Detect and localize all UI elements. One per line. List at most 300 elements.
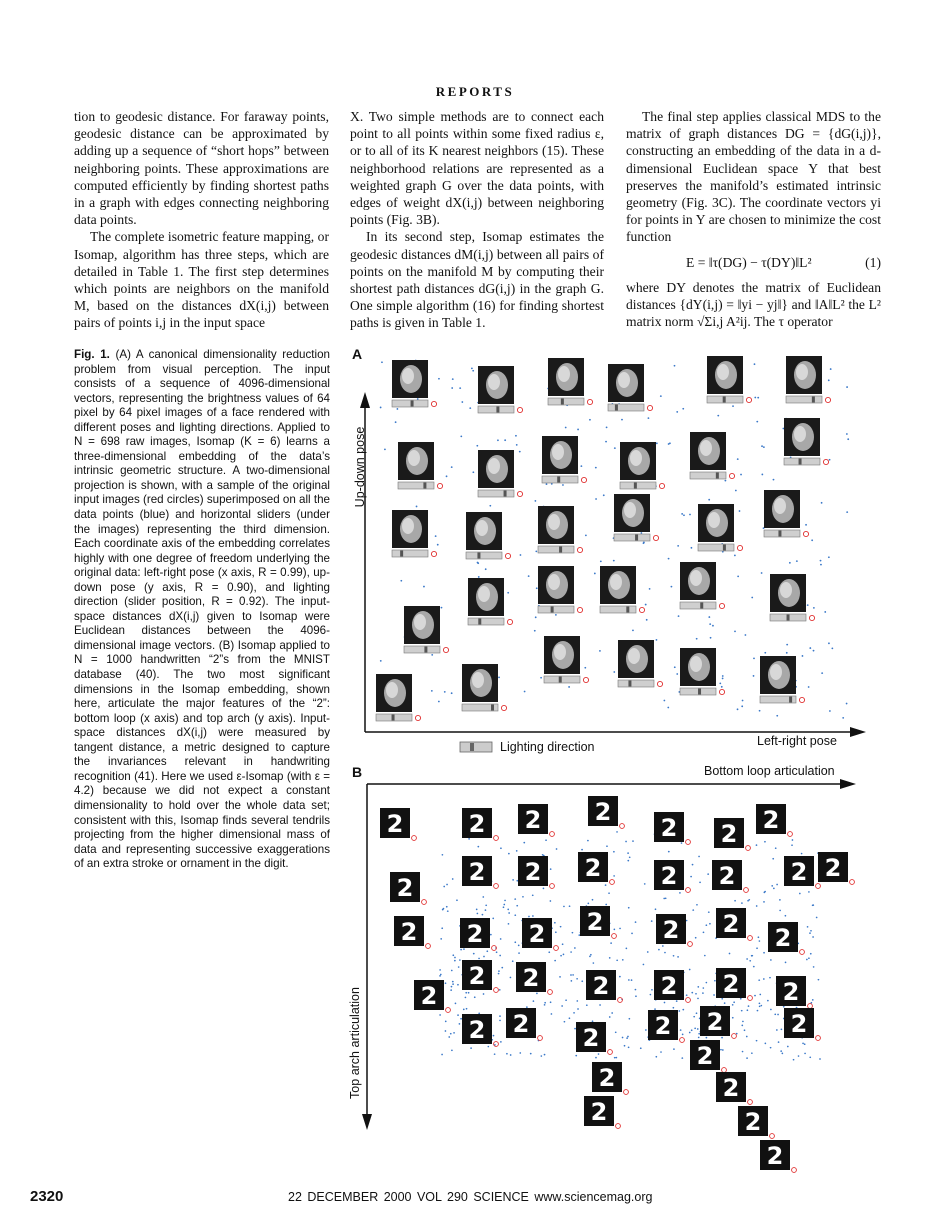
data-point <box>487 1046 489 1048</box>
data-point <box>812 999 814 1001</box>
data-point <box>476 909 478 911</box>
data-point <box>564 1021 566 1023</box>
data-point <box>540 1055 542 1057</box>
data-point <box>756 905 758 907</box>
arrow-right-icon <box>840 779 856 789</box>
data-point <box>445 1030 447 1032</box>
data-point <box>423 586 425 588</box>
data-point <box>593 962 595 964</box>
data-point <box>606 426 608 428</box>
data-point <box>786 652 788 654</box>
data-point <box>595 498 597 500</box>
data-point <box>514 898 516 900</box>
data-point <box>516 880 518 882</box>
data-point <box>691 1029 693 1031</box>
data-point <box>587 903 589 905</box>
data-point <box>802 655 804 657</box>
digit-thumbnail <box>700 1006 736 1038</box>
data-point <box>565 427 567 429</box>
data-point <box>518 945 520 947</box>
data-point <box>609 957 611 959</box>
scatter-points-b <box>439 831 821 1060</box>
data-point <box>439 969 441 971</box>
data-point <box>740 474 742 476</box>
digit-thumbnail <box>756 804 792 836</box>
data-point <box>499 1015 501 1017</box>
data-point <box>683 514 685 516</box>
data-point <box>770 1047 772 1049</box>
data-point <box>673 955 675 957</box>
data-point <box>813 966 815 968</box>
face-thumbnail <box>760 656 805 703</box>
data-point <box>443 908 445 910</box>
data-point <box>534 630 536 632</box>
data-point <box>548 951 550 953</box>
data-point <box>516 850 518 852</box>
data-point <box>576 1000 578 1002</box>
data-point <box>741 705 743 707</box>
face-thumbnail <box>680 648 725 695</box>
data-point <box>667 707 669 709</box>
arrow-right-icon <box>850 727 866 737</box>
data-point <box>590 954 592 956</box>
data-point <box>478 1012 480 1014</box>
data-point <box>807 604 809 606</box>
data-point <box>469 407 471 409</box>
data-point <box>695 937 697 939</box>
data-point <box>812 936 814 938</box>
data-point <box>551 1013 553 1015</box>
data-point <box>463 1009 465 1011</box>
data-point <box>692 864 694 866</box>
svg-text:2: 2 <box>468 810 486 838</box>
face-thumbnail <box>392 510 437 557</box>
svg-text:2: 2 <box>466 920 484 948</box>
data-point <box>635 921 637 923</box>
data-point <box>530 1053 532 1055</box>
data-point <box>669 442 671 444</box>
data-point <box>570 951 572 953</box>
data-point <box>626 948 628 950</box>
data-point <box>441 927 443 929</box>
data-point <box>821 672 823 674</box>
data-point <box>477 562 479 564</box>
data-point <box>556 848 558 850</box>
digit-thumbnail <box>592 1062 628 1094</box>
data-point <box>802 1042 804 1044</box>
data-point <box>627 852 629 854</box>
data-point <box>554 922 556 924</box>
digit-thumbnail <box>584 1096 620 1128</box>
data-point <box>503 904 505 906</box>
digit-thumbnail <box>690 1040 726 1072</box>
face-thumbnail <box>468 578 513 625</box>
data-point <box>722 1049 724 1051</box>
data-point <box>562 484 564 486</box>
data-point <box>829 459 831 461</box>
data-point <box>543 888 545 890</box>
data-point <box>592 1020 594 1022</box>
data-point <box>668 851 670 853</box>
data-point <box>586 1004 588 1006</box>
data-point <box>721 998 723 1000</box>
digit-thumbnail <box>462 960 498 992</box>
face-thumbnail <box>784 418 829 465</box>
digit-thumbnail <box>516 962 552 994</box>
digit-thumbnail <box>654 970 690 1002</box>
data-point <box>512 879 514 881</box>
data-point <box>535 550 537 552</box>
data-point <box>584 667 586 669</box>
caption-text: (A) A canonical dimensionality reduction problem from visual perception. The input consists of a sequence of 4096-dimensional vectors, representing the brightness values of 64 pixel by 64 pixel images of a face rendered with different poses and lighting directions. Applied to N = 698 raw images, Isomap (K = 6) learns a three-dimensional embedding of the data’s intrinsic geometric structure. A two-dimensional projection is shown, with a sample of the original input images (red circles) superimposed on all the data points (blue) and horizontal sliders (under the images) representing the third dimension. Each coordinate axis of the embedding correlates highly with one degree of freedom underlying the original data: left-right pose (x axis, R = 0.99), up-down pose (y axis, R = 0.90), and lighting direction (slider position, R = 0.92). The input-space distances dX(i,j) given to Isomap were Euclidean distances between the 4096-dimensional image vectors. (B) Isomap applied to N = 1000 handwritten “2”s from the MNIST database (40). The two most significant dimensions in the Isomap embedding, shown here, articulate the major features of the “2”: bottom loop (x axis) and top arch (y axis). Input-space distances dX(i,j) were measured by tangent distance, a metric designed to capture the invariances relevant in handwriting recognition (41). Here we used ε-Isomap (with ε = 4.2) because we did not expect a constant dimensionality to hold over the whole data set; consistent with this, Isomap finds several tendrils projecting from the higher dimensional mass of data and representing successive exaggerations of an extra stroke or ornament in the digit. <box>74 348 330 871</box>
data-point <box>682 1034 684 1036</box>
data-point <box>786 644 788 646</box>
data-point <box>650 994 652 996</box>
data-point <box>489 505 491 507</box>
data-point <box>482 914 484 916</box>
data-point <box>631 979 633 981</box>
data-point <box>760 1005 762 1007</box>
data-point <box>454 960 456 962</box>
data-point <box>466 1008 468 1010</box>
data-point <box>516 444 518 446</box>
data-point <box>635 989 637 991</box>
face-thumbnail <box>770 574 815 621</box>
data-point <box>824 611 826 613</box>
svg-text:2: 2 <box>654 1012 672 1040</box>
data-point <box>540 677 542 679</box>
data-point <box>384 448 386 450</box>
data-point <box>721 686 723 688</box>
data-point <box>448 1036 450 1038</box>
data-point <box>594 573 596 575</box>
data-point <box>514 914 516 916</box>
data-point <box>722 678 724 680</box>
data-point <box>831 647 833 649</box>
svg-text:2: 2 <box>590 1098 608 1126</box>
digit-thumbnail <box>784 856 820 888</box>
data-point <box>452 983 454 985</box>
digit-thumbnail <box>656 914 692 946</box>
data-point <box>763 952 765 954</box>
data-point <box>742 1021 744 1023</box>
digit-thumbnail <box>716 1072 752 1104</box>
data-point <box>691 992 693 994</box>
data-point <box>742 1051 744 1053</box>
data-point <box>846 703 848 705</box>
data-point <box>756 1040 758 1042</box>
data-point <box>759 994 761 996</box>
data-point <box>644 883 646 885</box>
data-point <box>770 959 772 961</box>
data-point <box>746 1036 748 1038</box>
data-point <box>773 888 775 890</box>
svg-text:2: 2 <box>660 862 678 890</box>
data-point <box>571 980 573 982</box>
data-point <box>631 933 633 935</box>
data-point <box>544 1054 546 1056</box>
data-point <box>624 1045 626 1047</box>
data-point <box>819 1058 821 1060</box>
data-point <box>565 999 567 1001</box>
data-point <box>740 998 742 1000</box>
data-point <box>471 368 473 370</box>
data-point <box>676 1000 678 1002</box>
data-point <box>477 846 479 848</box>
data-point <box>381 361 383 363</box>
data-point <box>648 417 650 419</box>
data-point <box>610 942 612 944</box>
data-point <box>763 978 765 980</box>
data-point <box>720 1049 722 1051</box>
data-point <box>651 989 653 991</box>
data-point <box>645 1029 647 1031</box>
face-thumbnail <box>614 494 659 541</box>
data-point <box>761 445 763 447</box>
page-number: 2320 <box>30 1188 64 1205</box>
svg-text:2: 2 <box>722 970 740 998</box>
data-point <box>812 904 814 906</box>
face-thumbnail <box>478 450 523 497</box>
data-point <box>437 544 439 546</box>
digit-thumbnail <box>648 1010 684 1042</box>
data-point <box>729 953 731 955</box>
data-point <box>499 1020 501 1022</box>
data-point <box>779 910 781 912</box>
data-point <box>574 1028 576 1030</box>
page-footer <box>0 1188 950 1208</box>
data-point <box>518 952 520 954</box>
data-point <box>813 650 815 652</box>
data-point <box>463 948 465 950</box>
data-point <box>440 938 442 940</box>
data-point <box>769 977 771 979</box>
data-point <box>674 365 676 367</box>
digit-thumbnail <box>580 906 616 938</box>
data-point <box>758 979 760 981</box>
data-point <box>598 1053 600 1055</box>
data-point <box>808 957 810 959</box>
data-point <box>706 1037 708 1039</box>
data-point <box>450 989 452 991</box>
data-point <box>756 947 758 949</box>
paragraph: X. Two simple methods are to connect each point to all points within some fixed radius ε, or to all of its K nearest neighbors (15). These neighborhood relations are represented as a weighted graph G over the data points, with edges of weight dX(i,j) between neighboring points (Fig. 3B). <box>350 109 604 228</box>
data-point <box>662 945 664 947</box>
data-point <box>697 1028 699 1030</box>
svg-text:2: 2 <box>400 918 418 946</box>
face-thumbnail <box>698 504 743 551</box>
data-point <box>508 912 510 914</box>
data-point <box>767 1000 769 1002</box>
data-point <box>615 1031 617 1033</box>
digit-thumbnail <box>394 916 430 948</box>
data-point <box>689 514 691 516</box>
data-point <box>626 1037 628 1039</box>
data-point <box>445 982 447 984</box>
data-point <box>674 666 676 668</box>
data-point <box>656 442 658 444</box>
data-point <box>522 896 524 898</box>
data-point <box>733 1001 735 1003</box>
data-point <box>619 976 621 978</box>
data-point <box>451 1049 453 1051</box>
data-point <box>709 623 711 625</box>
data-point <box>595 1057 597 1059</box>
data-point <box>643 964 645 966</box>
top-arch-label: Top arch articulation <box>348 987 362 1099</box>
data-point <box>568 686 570 688</box>
data-point <box>753 657 755 659</box>
data-point <box>447 910 449 912</box>
data-point <box>785 915 787 917</box>
data-point <box>395 421 397 423</box>
data-point <box>445 1021 447 1023</box>
data-point <box>846 511 848 513</box>
svg-text:2: 2 <box>524 858 542 886</box>
data-point <box>828 642 830 644</box>
data-point <box>746 1057 748 1059</box>
data-point <box>830 368 832 370</box>
data-point <box>808 891 810 893</box>
data-point <box>668 558 670 560</box>
data-point <box>544 1004 546 1006</box>
data-point <box>754 363 756 365</box>
data-point <box>757 397 759 399</box>
data-point <box>520 554 522 556</box>
data-point <box>486 950 488 952</box>
data-point <box>499 955 501 957</box>
data-point <box>507 909 509 911</box>
data-point <box>719 682 721 684</box>
face-thumbnail <box>608 364 653 411</box>
data-point <box>465 992 467 994</box>
data-point <box>628 907 630 909</box>
data-point <box>649 588 651 590</box>
digit-thumbnail <box>518 804 554 836</box>
data-point <box>679 892 681 894</box>
data-point <box>453 1032 455 1034</box>
data-point <box>696 638 698 640</box>
data-point <box>678 1010 680 1012</box>
data-point <box>739 510 741 512</box>
data-point <box>811 539 813 541</box>
data-point <box>734 900 736 902</box>
data-point <box>695 993 697 995</box>
data-point <box>563 906 565 908</box>
data-point <box>734 630 736 632</box>
data-point <box>742 700 744 702</box>
data-point <box>483 956 485 958</box>
data-point <box>431 654 433 656</box>
data-point <box>734 555 736 557</box>
data-point <box>546 483 548 485</box>
data-point <box>829 710 831 712</box>
svg-text:2: 2 <box>468 1016 486 1044</box>
data-point <box>451 986 453 988</box>
data-point <box>763 901 765 903</box>
data-point <box>482 896 484 898</box>
digit-thumbnail <box>714 818 750 850</box>
svg-text:2: 2 <box>584 854 602 882</box>
data-point <box>400 580 402 582</box>
data-point <box>458 966 460 968</box>
data-point <box>809 647 811 649</box>
data-point <box>640 532 642 534</box>
data-point <box>753 675 755 677</box>
data-point <box>759 1002 761 1004</box>
data-point <box>483 993 485 995</box>
data-point <box>494 1053 496 1055</box>
data-point <box>681 513 683 515</box>
data-point <box>569 1017 571 1019</box>
data-point <box>555 931 557 933</box>
data-point <box>500 847 502 849</box>
bottom-loop-label: Bottom loop articulation <box>704 764 835 778</box>
data-point <box>737 458 739 460</box>
data-point <box>560 926 562 928</box>
data-point <box>712 625 714 627</box>
data-point <box>550 1001 552 1003</box>
data-point <box>621 419 623 421</box>
data-point <box>533 1000 535 1002</box>
data-point <box>656 639 658 641</box>
data-point <box>751 955 753 957</box>
data-point <box>627 860 629 862</box>
data-point <box>660 395 662 397</box>
data-point <box>706 982 708 984</box>
data-point <box>459 387 461 389</box>
data-point <box>523 842 525 844</box>
paragraph: The complete isometric feature mapping, or Isomap, algorithm has three steps, which are detailed in Table 1. The first step determines which points are neighbors on the manifold M, based on the distances dX(i,j) between pairs of points i,j in the input space <box>74 229 329 331</box>
paragraph: In its second step, Isomap estimates the geodesic distances dM(i,j) between all pairs of points on the manifold M by computing their shortest path distances dG(i,j) in the graph G. One simple algorithm (16) for finding shortest paths is given in Table 1. <box>350 229 604 331</box>
data-point <box>792 839 794 841</box>
face-thumbnails <box>376 356 831 721</box>
data-point <box>452 954 454 956</box>
data-point <box>510 977 512 979</box>
data-point <box>703 931 705 933</box>
face-thumbnail <box>538 506 583 553</box>
data-point <box>559 976 561 978</box>
data-point <box>473 953 475 955</box>
data-point <box>570 974 572 976</box>
arrow-up-icon <box>360 392 370 408</box>
data-point <box>446 475 448 477</box>
data-point <box>721 1037 723 1039</box>
face-thumbnail <box>544 636 589 683</box>
data-point <box>773 479 775 481</box>
data-point <box>696 904 698 906</box>
data-point <box>498 676 500 678</box>
digit-thumbnail <box>768 922 804 954</box>
journal-line: 22 DECEMBER 2000 VOL 290 SCIENCE www.sciencemag.org <box>288 1190 653 1204</box>
data-point <box>655 1056 657 1058</box>
data-point <box>450 1033 452 1035</box>
data-point <box>504 900 506 902</box>
data-point <box>691 547 693 549</box>
data-point <box>629 1018 631 1020</box>
digit-thumbnail <box>462 1014 498 1046</box>
data-point <box>524 691 526 693</box>
data-point <box>676 673 678 675</box>
digit-thumbnail <box>654 812 690 844</box>
data-point <box>714 980 716 982</box>
data-point <box>605 904 607 906</box>
data-point <box>460 435 462 437</box>
data-point <box>798 1055 800 1057</box>
svg-text:2: 2 <box>396 874 414 902</box>
data-point <box>498 970 500 972</box>
data-point <box>508 853 510 855</box>
